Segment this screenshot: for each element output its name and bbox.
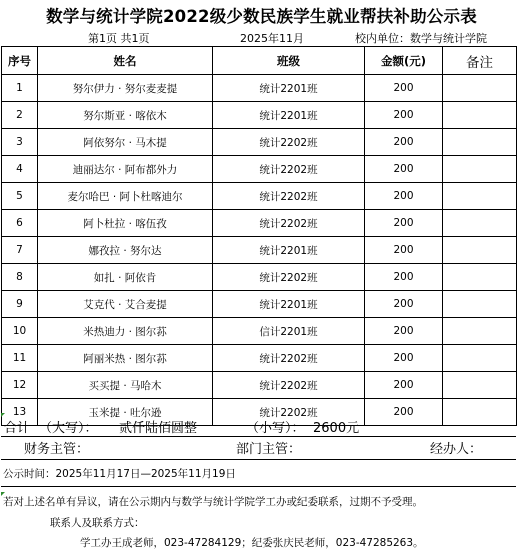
cell-class: 统计2202班	[213, 183, 365, 210]
table-row	[2, 345, 517, 372]
total-label: 合计	[4, 421, 31, 436]
cell-amount: 200	[365, 237, 443, 264]
cell-name: 阿丽米热 · 图尔荪	[38, 345, 213, 372]
cell-marker-icon	[1, 413, 5, 417]
subsidy-table	[1, 46, 517, 426]
table-row	[2, 102, 517, 129]
table-row	[2, 291, 517, 318]
cell-amount: 200	[365, 318, 443, 345]
page-count: 第1页 共1页	[88, 32, 150, 45]
header-no: 序号	[2, 47, 38, 75]
total-row	[1, 415, 516, 437]
total-lower-label: （小写）：	[246, 421, 305, 436]
cell-amount: 200	[365, 156, 443, 183]
cell-amount: 200	[365, 102, 443, 129]
table-row	[2, 129, 517, 156]
cell-no: 4	[2, 156, 38, 183]
cell-no: 13	[2, 399, 38, 426]
cell-amount: 200	[365, 183, 443, 210]
cell-remark	[443, 129, 517, 156]
cell-class: 统计2202班	[213, 345, 365, 372]
divider	[1, 486, 516, 487]
cell-amount: 200	[365, 372, 443, 399]
cell-class: 统计2201班	[213, 102, 365, 129]
unit-label: 校内单位：数学与统计学院	[355, 32, 487, 45]
cell-name: 米热迪力 · 图尔荪	[38, 318, 213, 345]
cell-name: 买买提 · 马哈木	[38, 372, 213, 399]
cell-remark	[443, 183, 517, 210]
contact-detail: 学工办王成老师，023-47284129；纪委张庆民老师，023-47285263。	[80, 537, 424, 549]
divider	[1, 459, 516, 460]
cell-name: 娜孜拉 · 努尔达	[38, 237, 213, 264]
cell-name: 玉米提 · 吐尔逊	[38, 399, 213, 426]
cell-remark	[443, 156, 517, 183]
cell-no: 3	[2, 129, 38, 156]
cell-class: 统计2202班	[213, 264, 365, 291]
table-row	[2, 237, 517, 264]
department-signature-label: 部门主管：	[236, 442, 302, 457]
cell-remark	[443, 237, 517, 264]
total-upper-label: （大写）：	[39, 421, 98, 436]
header-remark: 备注	[443, 47, 517, 75]
cell-class: 统计2202班	[213, 129, 365, 156]
cell-amount: 200	[365, 291, 443, 318]
table-row	[2, 372, 517, 399]
cell-no: 2	[2, 102, 38, 129]
cell-amount: 200	[365, 75, 443, 102]
cell-remark	[443, 75, 517, 102]
cell-remark	[443, 102, 517, 129]
cell-class: 统计2202班	[213, 210, 365, 237]
total-upper-value: 贰仟陆佰圆整	[119, 421, 198, 436]
header-class: 班级	[213, 47, 365, 75]
cell-remark	[443, 318, 517, 345]
cell-amount: 200	[365, 210, 443, 237]
table-header-row	[2, 47, 517, 75]
cell-no: 8	[2, 264, 38, 291]
cell-no: 9	[2, 291, 38, 318]
cell-marker-icon	[1, 492, 5, 496]
cell-name: 阿卜杜拉 · 喀伍孜	[38, 210, 213, 237]
cell-name: 阿依努尔 · 马木提	[38, 129, 213, 156]
cell-remark	[443, 210, 517, 237]
table-body	[2, 75, 517, 426]
cell-remark	[443, 291, 517, 318]
total-lower-value: 2600元	[313, 421, 360, 436]
cell-name: 努尔伊力 · 努尔麦麦提	[38, 75, 213, 102]
cell-remark	[443, 264, 517, 291]
cell-no: 10	[2, 318, 38, 345]
table-row	[2, 264, 517, 291]
cell-no: 11	[2, 345, 38, 372]
cell-class: 统计2202班	[213, 156, 365, 183]
cell-amount: 200	[365, 399, 443, 426]
cell-class: 统计2201班	[213, 237, 365, 264]
finance-signature-label: 财务主管：	[24, 442, 90, 457]
cell-no: 5	[2, 183, 38, 210]
table-row	[2, 156, 517, 183]
header-name: 姓名	[38, 47, 213, 75]
date-label: 2025年11月	[240, 32, 304, 45]
cell-no: 6	[2, 210, 38, 237]
cell-no: 1	[2, 75, 38, 102]
table-row	[2, 210, 517, 237]
cell-name: 如扎 · 阿依肯	[38, 264, 213, 291]
cell-class: 信计2201班	[213, 318, 365, 345]
cell-name: 艾克代 · 艾合麦提	[38, 291, 213, 318]
cell-name: 麦尔哈巴 · 阿卜杜喀迪尔	[38, 183, 213, 210]
table-row	[2, 183, 517, 210]
table-row	[2, 318, 517, 345]
cell-remark	[443, 372, 517, 399]
handler-signature-label: 经办人：	[430, 442, 483, 457]
cell-remark	[443, 345, 517, 372]
header-amount: 金额(元)	[365, 47, 443, 75]
cell-amount: 200	[365, 264, 443, 291]
notice-period: 公示时间：2025年11月17日—2025年11月19日	[3, 468, 236, 480]
cell-class: 统计2201班	[213, 75, 365, 102]
cell-class: 统计2201班	[213, 291, 365, 318]
cell-class: 统计2202班	[213, 399, 365, 426]
cell-class: 统计2202班	[213, 372, 365, 399]
cell-amount: 200	[365, 129, 443, 156]
cell-no: 7	[2, 237, 38, 264]
objection-note: 若对上述名单有异议，请在公示期内与数学与统计学院学工办或纪委联系，过期不予受理。	[3, 496, 423, 508]
contact-label: 联系人及联系方式：	[50, 517, 145, 529]
cell-name: 迪丽达尔 · 阿布都外力	[38, 156, 213, 183]
table-row	[2, 75, 517, 102]
page-title: 数学与统计学院2022级少数民族学生就业帮扶补助公示表	[46, 7, 477, 26]
cell-amount: 200	[365, 345, 443, 372]
cell-no: 12	[2, 372, 38, 399]
cell-name: 努尔斯亚 · 喀依木	[38, 102, 213, 129]
